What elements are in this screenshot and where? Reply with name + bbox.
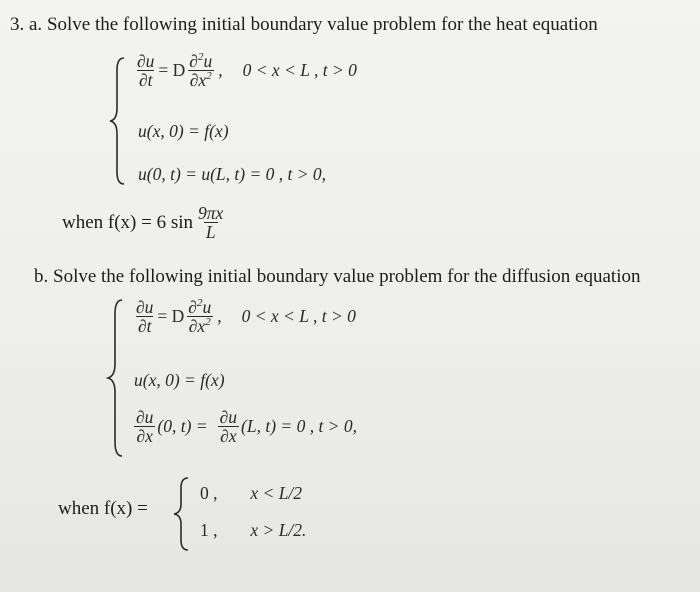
part-a-instruction: Solve the following initial boundary value problem for the heat equation [46,14,598,35]
du-dt-fraction-a: $\frac{\partial u}{\partial t}$ [137,51,155,91]
piecewise-brace [172,476,192,552]
left-brace-a [108,56,128,186]
d2u-dx2-fraction-a: $\frac{\partial^2u}{\partial x^2}$ [189,51,213,91]
problem-heading-a [10,14,598,36]
d2u-dx2-fraction-b: $\frac{\partial^2u}{\partial x^2}$ [188,297,212,337]
part-b-instruction: Solve the following initial boundary value problem for the diffusion equation [53,266,641,287]
sin-argument-fraction: $\frac{9\pi x}{L}$ [198,203,224,243]
boundary-condition-a: u(0, t) = u(L, t) = 0 , t > 0, [138,164,327,184]
initial-data-b-label: when f(x) = [58,498,148,519]
domain-b: 0 < x < L , t > 0 [241,306,356,327]
left-brace-b [106,298,126,458]
part-a-label: a. [29,14,43,35]
du-dt-fraction-b: $\frac{\partial u}{\partial t}$ [136,297,154,337]
problem-number: 3. [10,14,25,35]
initial-condition-a: u(x, 0) = f(x) [138,121,229,141]
piecewise-case-2: 1 , x > L/2. [200,520,307,540]
du-dx-fraction-left: $\frac{\partial u}{\partial x}$ [136,407,154,447]
initial-condition-b: u(x, 0) = f(x) [134,370,225,390]
domain-a: 0 < x < L , t > 0 [242,60,357,81]
initial-data-a: when f(x) = 6 sin $\frac{9\pi x}{L}$ [62,203,224,243]
pde-b: $\frac{\partial u}{\partial t}$ = D $\frac{\partial^2u}{\partial x^2}$ , 0 < x < L , t > 0 [136,297,356,337]
piecewise-case-1: 0 , x < L/2 [200,483,303,503]
boundary-condition-b: $\frac{\partial u}{\partial x}$ (0, t) = $\frac{\partial u}{\partial x}$ (L, t) = 0 , t > 0, [136,407,357,447]
part-b-label: b. [34,266,49,287]
problem-heading-b [34,266,640,288]
du-dx-fraction-right: $\frac{\partial u}{\partial x}$ [219,407,238,447]
pde-a: $\frac{\partial u}{\partial t}$ = D $\frac{\partial^2u}{\partial x^2}$ , 0 < x < L , t > 0 [137,51,357,91]
